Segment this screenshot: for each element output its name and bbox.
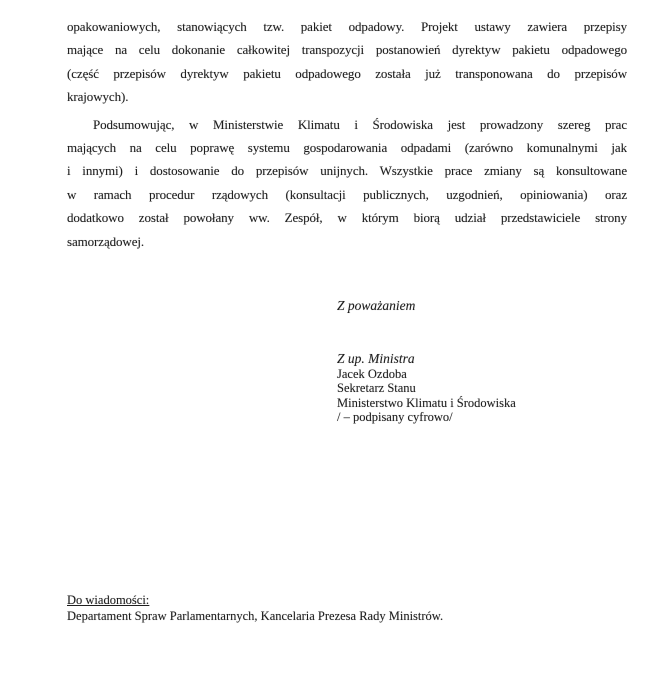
text-line: i innymi) i dostosowanie do przepisów unijnych. Wszystkie prace zmiany są konsultowane <box>67 163 627 179</box>
text-line: mające na celu dokonanie całkowitej transpozycji postanowień dyrektyw pakietu odpadowego <box>67 42 627 58</box>
text-line: mających na celu poprawę systemu gospodarowania odpadami (zarówno komunalnymi jak <box>67 139 627 155</box>
letter-body <box>67 15 627 253</box>
signature-on-behalf: Z up. Ministra <box>337 351 415 366</box>
signature-title: Sekretarz Stanu <box>337 381 416 396</box>
text-line: (część przepisów dyrektyw pakietu odpadowego została już transponowana do przepisów <box>67 65 627 81</box>
signature-organization: Ministerstwo Klimatu i Środowiska <box>337 395 516 410</box>
signature-name: Jacek Ozdoba <box>337 366 407 381</box>
paragraph-waste-package <box>67 15 627 109</box>
cc-recipients: Departament Spraw Parlamentarnych, Kancelaria Prezesa Rady Ministrów. <box>67 608 444 623</box>
paragraph-summary <box>67 113 627 253</box>
text-line: dodatkowo został powołany ww. Zespół, w którym biorą udział przedstawiciele strony <box>67 210 627 226</box>
text-line: krajowych). <box>67 89 129 105</box>
text-line: opakowaniowych, stanowiących tzw. pakiet odpadowy. Projekt ustawy zawiera przepisy <box>67 19 627 34</box>
closing-salutation: Z poważaniem <box>337 298 416 313</box>
text-line: w ramach procedur rządowych (konsultacji publicznych, uzgodnień, opiniowania) oraz <box>67 186 627 202</box>
signature-block <box>337 352 516 425</box>
digital-signature-note: / – podpisany cyfrowo/ <box>337 410 453 425</box>
cc-heading: Do wiadomości: <box>67 593 150 607</box>
text-line: samorządowej. <box>67 233 145 249</box>
text-line: Podsumowując, w Ministerstwie Klimatu i Środowiska jest prowadzony szereg prac <box>93 116 627 132</box>
cc-block <box>67 593 443 624</box>
